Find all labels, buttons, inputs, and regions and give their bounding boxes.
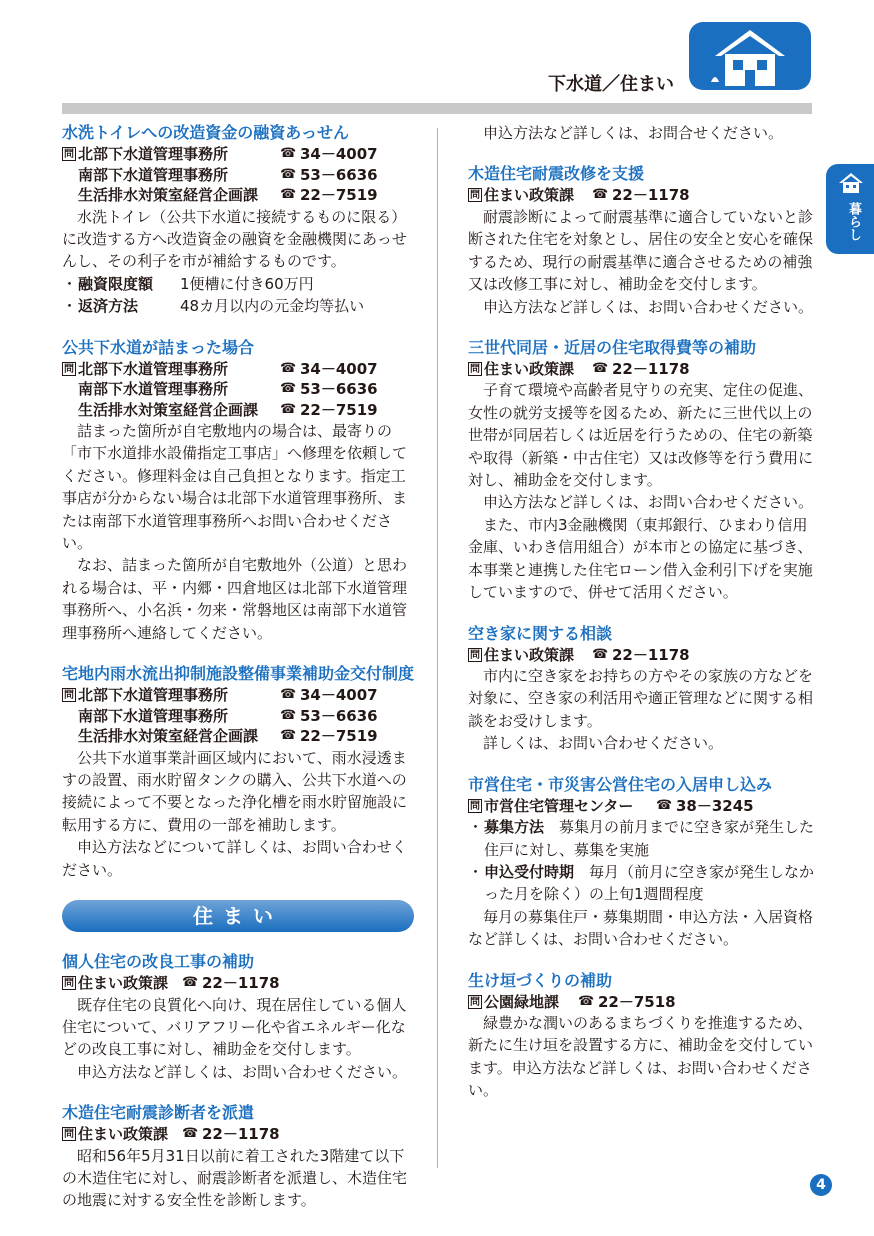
bullet-item: ・ 返済方法 48カ月以内の元金均等払い	[62, 297, 365, 316]
body-text: 詳しくは、お問い合わせください。	[483, 734, 724, 753]
section-title: 三世代同居・近居の住宅取得費等の補助	[468, 337, 757, 357]
contact-row: 問 住まい政策課 ☎ 22－1178	[64, 974, 280, 993]
section-public-housing	[468, 774, 820, 951]
phone-icon: ☎	[280, 687, 297, 703]
ask-icon: 問	[470, 190, 480, 202]
page-title: 下水道／住まい	[548, 74, 674, 95]
contact-row: 生活排水対策室経営企画課 ☎ 22－7519	[78, 400, 378, 419]
section-sewer-clog	[62, 337, 414, 645]
section-three-generation	[468, 337, 820, 604]
column-divider	[437, 128, 438, 1168]
body-text: 申込方法など詳しくは、お問合せください。	[483, 124, 784, 142]
contact-row: 問 住まい政策課 ☎ 22－1178	[470, 645, 690, 664]
contact-row: 問 北部下水道管理事務所 ☎ 34－4007	[64, 145, 378, 163]
body-text: 申込方法などについて詳しくは、お問い合わせください。	[62, 838, 407, 879]
body-text: 緑豊かな潤いのあるまちづくりを推進するため、新たに生け垣を設置する方に、補助金を交付しています。申込方法など詳しくは、お問い合わせください。	[468, 1014, 814, 1100]
body-text: 申込方法など詳しくは、お問い合わせください。	[483, 493, 814, 512]
body-text: 既存住宅の良質化へ向け、現在居住している個人住宅について、バリアフリー化や省エネルギー化などの改良工事に対し、補助金を交付します。	[62, 995, 407, 1059]
ask-icon: 問	[64, 978, 74, 990]
body-text: 公共下水道事業計画区域内において、雨水浸透ますの設置、雨水貯留タンクの購入、公共下水道への接続によって不要となった浄化槽を雨水貯留施設に転用する方に、費用の一部を補助します。	[62, 748, 408, 834]
house-icon	[689, 22, 811, 90]
section-hedge-subsidy	[468, 970, 820, 1102]
phone-icon: ☎	[280, 360, 297, 376]
section-house-improvement	[62, 951, 414, 1083]
phone-icon: ☎	[592, 360, 609, 376]
body-text: 昭和56年5月31日以前に着工された3階建て以下の木造住宅に対し、耐震診断者を派遣し、木造住宅の地震に対する安全性を診断します。	[62, 1146, 408, 1210]
header-rule	[62, 103, 812, 114]
page-number: 4	[810, 1174, 832, 1196]
contact-row: 問 住まい政策課 ☎ 22－1178	[470, 359, 690, 378]
section-seismic-diagnosis	[62, 1102, 414, 1212]
section-rainwater-subsidy	[62, 663, 414, 881]
section-title: 木造住宅耐震改修を支援	[468, 164, 645, 184]
section-title: 公共下水道が詰まった場合	[62, 337, 255, 357]
right-column	[468, 122, 820, 1121]
phone-icon: ☎	[592, 646, 609, 662]
phone-icon: ☎	[280, 381, 297, 397]
phone-icon: ☎	[182, 975, 199, 991]
body-text: 水洗トイレ（公共下水道に接続するものに限る）に改造する方へ改造資金の融資を金融機関にあっせんし、その利子を市が補給するものです。	[62, 207, 407, 271]
side-tab[interactable]	[826, 164, 874, 254]
contact-row: 南部下水道管理事務所 ☎ 53－6636	[78, 165, 378, 184]
bullet-item: ・ 申込受付時期 毎月（前月に空き家が発生しなかった月を除く）の上旬1週間程度	[468, 862, 815, 904]
body-text: 毎月の募集住戸・募集期間・申込方法・入居資格など詳しくは、お問い合わせください。	[468, 907, 814, 949]
bullet-item: ・ 募集方法 募集月の前月までに空き家が発生した住戸に対し、募集を実施	[468, 818, 815, 859]
ask-icon: 問	[470, 800, 480, 812]
section-title: 木造住宅耐震診断者を派遣	[62, 1103, 255, 1123]
continued-text	[468, 122, 820, 144]
contact-row: 南部下水道管理事務所 ☎ 53－6636	[78, 380, 378, 399]
phone-icon: ☎	[280, 187, 297, 202]
body-text: 耐震診断によって耐震基準に適合していないと診断された住宅を対象とし、居住の安全と安心を確保するため、現行の耐震基準に適合させるための補強又は改修工事に対し、補助金を交付します。	[468, 207, 814, 294]
contact-row: 生活排水対策室経営企画課 ☎ 22－7519	[78, 727, 378, 746]
body-text: なお、詰まった箇所が自宅敷地外（公道）と思われる場合は、平・内郷・四倉地区は北部下水道管理事務所へ、小名浜・勿来・常磐地区は南部下水道管理事務所へ連絡してください。	[62, 556, 408, 642]
contact-row: 問 北部下水道管理事務所 ☎ 34－4007	[64, 359, 378, 378]
phone-icon: ☎	[280, 166, 297, 182]
phone-icon: ☎	[578, 993, 595, 1009]
phone-icon: ☎	[182, 1126, 199, 1142]
section-title: 個人住宅の改良工事の補助	[62, 952, 255, 972]
section-title: 空き家に関する相談	[468, 623, 613, 643]
contact-row: 問 住まい政策課 ☎ 22－1178	[470, 186, 690, 205]
house-icon	[837, 171, 865, 195]
phone-icon: ☎	[280, 728, 297, 744]
body-text: 詰まった箇所が自宅敷地内の場合は、最寄りの「市下水道排水設備指定工事店」へ修理を依頼してください。修理料金は自己負担となります。指定工事店が分からない場合は北部下水道管理事務所、または南部下水道管理事務所へお問い合わせください。	[62, 422, 408, 553]
body-text: 申込方法など詳しくは、お問い合わせください。	[77, 1062, 408, 1081]
contact-row: 南部下水道管理事務所 ☎ 53－6636	[78, 706, 378, 725]
section-title: 生け垣づくりの補助	[468, 970, 613, 990]
section-seismic-retrofit	[468, 163, 820, 318]
section-toilet-loan	[62, 122, 414, 318]
contact-row: 問 市営住宅管理センター ☎ 38－3245	[470, 796, 754, 815]
body-text: 申込方法など詳しくは、お問い合わせください。	[483, 297, 814, 316]
side-tab-label: 暮らし	[846, 202, 861, 241]
section-title: 市営住宅・市災害公営住宅の入居申し込み	[468, 774, 773, 794]
section-vacant-house	[468, 623, 820, 755]
ask-icon: 問	[470, 649, 480, 661]
ask-icon: 問	[64, 1129, 74, 1141]
contact-row: 問 住まい政策課 ☎ 22－1178	[64, 1125, 280, 1144]
section-title: 水洗トイレへの改造資金の融資あっせん	[62, 123, 350, 142]
section-title: 宅地内雨水流出抑制施設整備事業補助金交付制度	[62, 664, 415, 684]
phone-icon: ☎	[280, 401, 297, 417]
contact-row: 問 公園緑地課 ☎ 22－7518	[470, 992, 676, 1011]
ask-icon: 問	[64, 149, 74, 160]
phone-icon: ☎	[656, 797, 673, 813]
phone-icon: ☎	[280, 146, 297, 161]
contact-row: 生活排水対策室経営企画課 ☎ 22－7519	[78, 186, 378, 204]
contact-row: 問 北部下水道管理事務所 ☎ 34－4007	[64, 686, 378, 705]
bullet-item: ・ 融資限度額 1便槽に付き60万円	[62, 274, 314, 293]
section-banner: 住まい	[62, 900, 414, 932]
ask-icon: 問	[64, 363, 74, 375]
ask-icon: 問	[470, 996, 480, 1008]
phone-icon: ☎	[592, 187, 609, 203]
ask-icon: 問	[470, 363, 480, 375]
body-text: 市内に空き家をお持ちの方やその家族の方などを対象に、空き家の利活用や適正管理などに関する相談をお受けします。	[468, 667, 814, 730]
left-column	[62, 122, 414, 1231]
phone-icon: ☎	[280, 707, 297, 723]
body-text: 子育て環境や高齢者見守りの充実、定住の促進、女性の就労支援等を図るため、新たに三世代以上の世帯が同居若しくは近居を行うための、住宅の新築や取得（新築・中古住宅）又は改修等を行う費用に対し、補助金を交付します。	[468, 381, 814, 490]
body-text: また、市内3金融機関（東邦銀行、ひまわり信用金庫、いわき信用組合）が本市との協定に基づき、本事業と連携した住宅ローン借入金利引下げを実施していますので、併せて活用ください。	[468, 515, 813, 602]
ask-icon: 問	[64, 690, 74, 702]
